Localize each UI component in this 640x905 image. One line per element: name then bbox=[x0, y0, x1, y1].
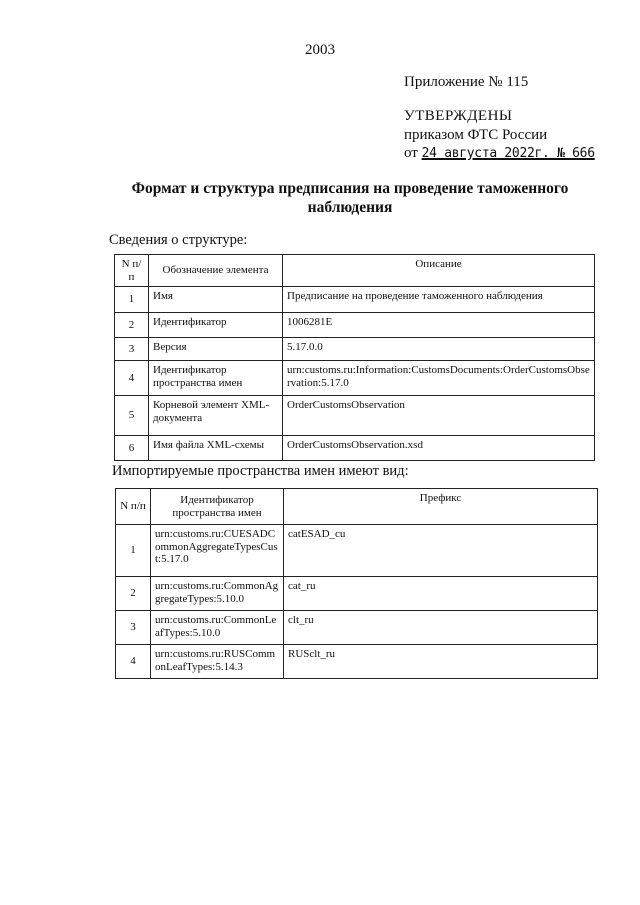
element-name: Идентификатор пространства имен bbox=[149, 361, 283, 396]
column-header-prefix: Префикс bbox=[284, 489, 598, 525]
column-header-element: Обозначение элемента bbox=[149, 255, 283, 287]
table-header-row bbox=[115, 255, 595, 287]
table-row bbox=[116, 525, 598, 577]
row-number: 4 bbox=[115, 361, 149, 396]
approved-label: УТВЕРЖДЕНЫ bbox=[404, 108, 513, 124]
element-name: Имя bbox=[149, 287, 283, 313]
element-name: Версия bbox=[149, 338, 283, 361]
namespace-prefix: RUSclt_ru bbox=[284, 645, 598, 679]
element-description: 1006281E bbox=[283, 313, 595, 338]
order-date-line bbox=[404, 145, 595, 162]
row-number: 1 bbox=[116, 525, 151, 577]
table-row bbox=[116, 645, 598, 679]
table-row bbox=[115, 313, 595, 338]
row-number: 2 bbox=[116, 577, 151, 611]
namespace-prefix: cat_ru bbox=[284, 577, 598, 611]
element-description: Предписание на проведение таможенного наблюдения bbox=[283, 287, 595, 313]
column-header-number: N п/п bbox=[116, 489, 151, 525]
table-row bbox=[115, 361, 595, 396]
row-number: 2 bbox=[115, 313, 149, 338]
column-header-namespace: Идентификатор пространства имен bbox=[151, 489, 284, 525]
row-number: 3 bbox=[116, 611, 151, 645]
namespace-prefix: clt_ru bbox=[284, 611, 598, 645]
namespace-prefix: catESAD_cu bbox=[284, 525, 598, 577]
element-description: OrderCustomsObservation.xsd bbox=[283, 436, 595, 461]
document-title: Формат и структура предписания на проведение таможенного наблюдения bbox=[131, 180, 569, 216]
table-row bbox=[115, 287, 595, 313]
element-description: urn:customs.ru:Information:CustomsDocuments:OrderCustomsObservation:5.17.0 bbox=[283, 361, 595, 396]
element-name: Имя файла XML-схемы bbox=[149, 436, 283, 461]
handwritten-date-number: 24 августа 2022г. № 666 bbox=[421, 146, 595, 161]
column-header-number: N п/п bbox=[115, 255, 149, 287]
namespace-id: urn:customs.ru:CommonAggregateTypes:5.10.0 bbox=[151, 577, 284, 611]
imports-caption: Импортируемые пространства имен имеют вид: bbox=[112, 463, 409, 479]
table-row bbox=[116, 611, 598, 645]
imports-table bbox=[115, 488, 598, 679]
namespace-id: urn:customs.ru:RUSCommonLeafTypes:5.14.3 bbox=[151, 645, 284, 679]
row-number: 6 bbox=[115, 436, 149, 461]
row-number: 5 bbox=[115, 396, 149, 436]
structure-caption: Сведения о структуре: bbox=[109, 232, 248, 248]
namespace-id: urn:customs.ru:CUESADCommonAggregateTypesCust:5.17.0 bbox=[151, 525, 284, 577]
namespace-id: urn:customs.ru:CommonLeafTypes:5.10.0 bbox=[151, 611, 284, 645]
element-name: Идентификатор bbox=[149, 313, 283, 338]
column-header-description: Описание bbox=[283, 255, 595, 287]
appendix-label: Приложение № 115 bbox=[404, 74, 529, 90]
row-number: 1 bbox=[115, 287, 149, 313]
table-header-row bbox=[116, 489, 598, 525]
table-row bbox=[115, 436, 595, 461]
page-number: 2003 bbox=[305, 42, 335, 58]
table-row bbox=[115, 396, 595, 436]
element-name: Корневой элемент XML-документа bbox=[149, 396, 283, 436]
structure-table bbox=[114, 254, 595, 461]
row-number: 3 bbox=[115, 338, 149, 361]
element-description: 5.17.0.0 bbox=[283, 338, 595, 361]
table-row bbox=[116, 577, 598, 611]
row-number: 4 bbox=[116, 645, 151, 679]
table-row bbox=[115, 338, 595, 361]
element-description: OrderCustomsObservation bbox=[283, 396, 595, 436]
date-prefix: от bbox=[404, 145, 418, 161]
order-line: приказом ФТС России bbox=[404, 127, 548, 143]
